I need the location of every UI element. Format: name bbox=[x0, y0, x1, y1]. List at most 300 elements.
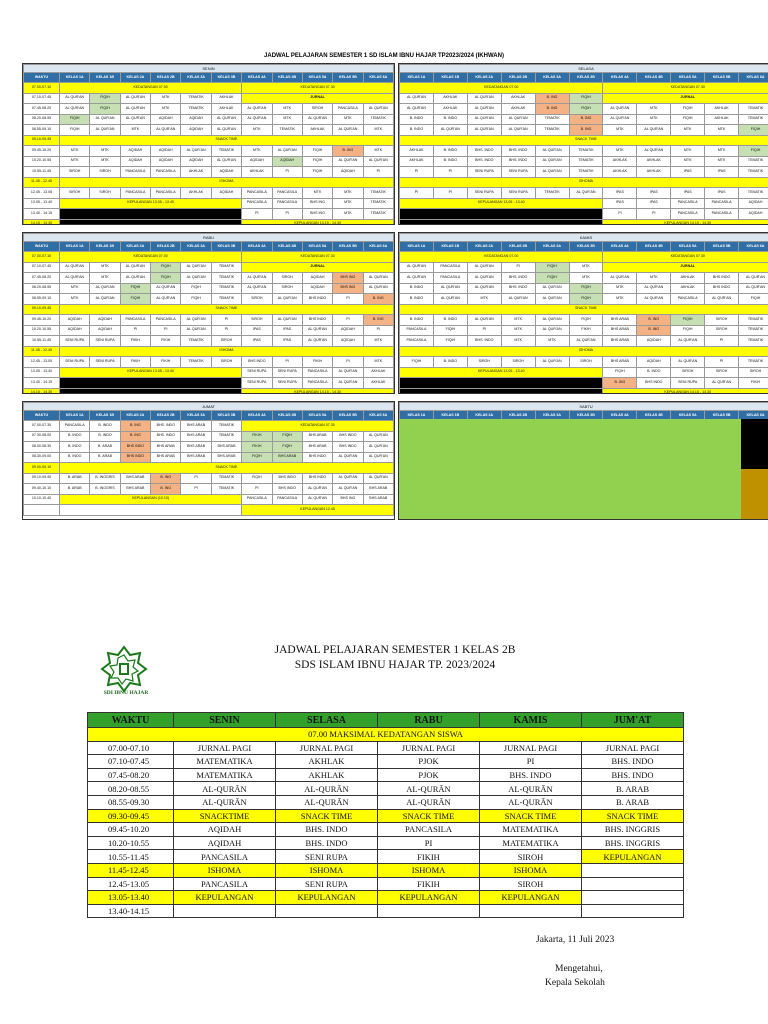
subject-cell: B. INDO bbox=[433, 156, 467, 167]
day-row bbox=[24, 65, 394, 73]
subject-cell: AQIDAH bbox=[637, 336, 671, 347]
table-row bbox=[400, 188, 768, 199]
subject-cell: IPAS bbox=[637, 198, 671, 209]
table-row bbox=[400, 167, 768, 178]
time-cell: 13.05 - 13.40 bbox=[24, 198, 60, 209]
subject-cell: FIQIH bbox=[739, 294, 768, 305]
subject-cell: AKHLAK bbox=[302, 125, 332, 136]
subject-cell: AL QUR'AN bbox=[363, 156, 393, 167]
table-row bbox=[400, 104, 768, 115]
subject-cell: AL QUR'AN bbox=[60, 262, 90, 273]
subject-cell: AKHLAK bbox=[211, 104, 241, 115]
subject-cell: MTK bbox=[637, 273, 671, 284]
subject-cell: JURNAL PAGI bbox=[582, 741, 684, 755]
table-row bbox=[400, 273, 768, 284]
subject-cell: SIROH bbox=[272, 273, 302, 284]
signature-acknowledged: Mengetahui, bbox=[555, 964, 603, 974]
subject-cell: FIKIH bbox=[242, 442, 272, 453]
subject-cell: B. INDO bbox=[400, 294, 434, 305]
table-row bbox=[400, 93, 768, 104]
subject-cell: MTK bbox=[302, 188, 332, 199]
dismissal-lower: KEPULANGAN (10.10) bbox=[60, 494, 242, 505]
schedule-block-rabu bbox=[22, 232, 395, 394]
subject-cell: B. ING bbox=[637, 325, 671, 336]
subject-cell: TEMATIK bbox=[363, 188, 393, 199]
subject-cell: TEMATIK bbox=[181, 357, 211, 368]
column-header: KELAS 4A bbox=[603, 411, 637, 421]
ishoma: ISHOMA bbox=[400, 346, 768, 357]
subject-cell: AL-QURĀN bbox=[174, 782, 276, 796]
column-header: KELAS 4B bbox=[272, 411, 302, 421]
subject-cell bbox=[174, 904, 276, 918]
table-row bbox=[24, 473, 394, 484]
table-row bbox=[24, 262, 394, 273]
subject-cell: BHS ARAB bbox=[211, 452, 241, 463]
time-cell: 07.10-07.45 bbox=[88, 755, 174, 769]
subject-cell: SIROH bbox=[211, 357, 241, 368]
subject-cell: AQIDAH bbox=[181, 156, 211, 167]
table-row bbox=[400, 336, 768, 347]
subject-cell: BHS ARAB bbox=[302, 431, 332, 442]
subject-cell: SIROH bbox=[211, 336, 241, 347]
subject-cell: SIROH bbox=[242, 315, 272, 326]
subject-cell: SIROH bbox=[90, 167, 120, 178]
subject-cell: MTK bbox=[705, 125, 739, 136]
subject-cell: MTK bbox=[151, 104, 181, 115]
table-row bbox=[400, 346, 768, 357]
subject-cell: BHS. INDO bbox=[501, 146, 535, 157]
table-row bbox=[400, 315, 768, 326]
arrival-lower: KEDATANGAN 07.00 bbox=[60, 83, 242, 94]
subject-cell: MTK bbox=[569, 273, 603, 284]
subject-cell: AL-QURĀN bbox=[480, 795, 582, 809]
subject-cell: TEMATIK bbox=[272, 125, 302, 136]
table-row bbox=[24, 388, 394, 394]
subject-cell: BHS INDO bbox=[302, 452, 332, 463]
subject-cell: AL QUR'AN bbox=[151, 283, 181, 294]
subject-cell: AL QUR'AN bbox=[242, 114, 272, 125]
time-cell: 10.55-11.45 bbox=[24, 336, 60, 347]
subject-cell: MTK bbox=[242, 125, 272, 136]
subject-cell: MTK bbox=[272, 114, 302, 125]
subject-cell: AL QUR'AN bbox=[535, 283, 569, 294]
subject-cell: MTK bbox=[603, 146, 637, 157]
subject-cell: PANCASILA bbox=[378, 823, 480, 837]
subject-cell: SENI RUPA bbox=[242, 367, 272, 378]
subject-cell: FIQIH bbox=[90, 93, 120, 104]
subject-cell: AL QUR'AN bbox=[705, 378, 739, 389]
subject-cell: AL-QURĀN bbox=[174, 795, 276, 809]
table-row bbox=[400, 219, 768, 225]
subject-cell: FIQIH bbox=[671, 104, 705, 115]
column-header: KELAS 5A bbox=[671, 411, 705, 421]
subject-cell: BHS. INDO bbox=[501, 273, 535, 284]
day-label: SENIN bbox=[24, 65, 394, 73]
column-header: KELAS 1A bbox=[400, 411, 434, 421]
subject-cell: BHS INDO bbox=[302, 315, 332, 326]
column-header: KELAS 5B bbox=[333, 73, 363, 83]
subject-cell: SIROH bbox=[242, 294, 272, 305]
subject-cell: AQIDAH bbox=[60, 315, 90, 326]
arrival-upper: KEDATANGAN 07.30 bbox=[242, 421, 394, 432]
subject-cell: SNACK TIME bbox=[480, 809, 582, 823]
column-header: WAKTU bbox=[24, 411, 60, 421]
subject-cell: PI bbox=[333, 357, 363, 368]
header-row bbox=[400, 242, 768, 252]
table-row bbox=[88, 904, 684, 918]
time-cell: 09.30-09.45 bbox=[88, 809, 174, 823]
subject-cell: SENI RUPA bbox=[276, 850, 378, 864]
column-header: KELAS 6A bbox=[739, 411, 768, 421]
subject-cell: SIROH bbox=[569, 357, 603, 368]
subject-cell: SENI RUPA bbox=[272, 378, 302, 389]
subject-cell: AL QUR'AN bbox=[333, 473, 363, 484]
column-header: KELAS 2B bbox=[501, 411, 535, 421]
subject-cell: AL QUR'AN bbox=[569, 336, 603, 347]
subject-cell: PJOK bbox=[378, 768, 480, 782]
table-row bbox=[88, 741, 684, 755]
table-row bbox=[88, 891, 684, 905]
subject-cell: TEMATIK bbox=[211, 273, 241, 284]
column-header: KELAS 2A bbox=[467, 411, 501, 421]
subject-cell: MTK bbox=[363, 336, 393, 347]
subject-cell: AQIDAH bbox=[739, 198, 768, 209]
subject-cell: AKHLAK bbox=[501, 104, 535, 115]
subject-cell: AL QUR'AN bbox=[60, 104, 90, 115]
subject-cell: B. INDO bbox=[433, 357, 467, 368]
subject-cell: PANCASILA bbox=[242, 188, 272, 199]
column-header: KELAS 1A bbox=[60, 242, 90, 252]
column-header: KELAS 3A bbox=[535, 73, 569, 83]
subject-cell: FIQIH bbox=[242, 473, 272, 484]
subject-cell: AL QUR'AN bbox=[400, 104, 434, 115]
time-cell: 11.45-12.45 bbox=[88, 863, 174, 877]
subject-cell: AL QUR'AN bbox=[705, 294, 739, 305]
subject-cell: PI bbox=[242, 209, 272, 220]
time-cell: 09.45-10.20 bbox=[24, 315, 60, 326]
subject-cell: SIROH bbox=[60, 188, 90, 199]
column-header: KELAS 1A bbox=[400, 73, 434, 83]
time-cell: 13.40 - 14.15 bbox=[24, 209, 60, 220]
snack-time: SNACK TIME bbox=[60, 463, 394, 474]
snack-time: SNACK TIME bbox=[60, 304, 394, 315]
subject-cell: AL QUR'AN bbox=[272, 146, 302, 157]
subject-cell: BHS INDO bbox=[302, 473, 332, 484]
time-cell: 12.45 - 13.05 bbox=[24, 357, 60, 368]
header-waktu: WAKTU bbox=[88, 713, 174, 728]
subject-cell: SIROH bbox=[467, 357, 501, 368]
subject-cell: AL QUR'AN bbox=[637, 125, 671, 136]
subject-cell: FIQIH bbox=[120, 283, 150, 294]
subject-cell: AL QUR'AN bbox=[363, 442, 393, 453]
subject-cell: FIQIH bbox=[569, 93, 603, 104]
subject-cell: BHS INDO bbox=[333, 431, 363, 442]
column-header: KELAS 4B bbox=[637, 242, 671, 252]
subject-cell: AL QUR'AN bbox=[151, 125, 181, 136]
subject-cell: AQIDAH bbox=[60, 325, 90, 336]
subject-cell: AQIDAH bbox=[174, 836, 276, 850]
subject-cell: TEMATIK bbox=[181, 104, 211, 115]
column-header: KELAS 3A bbox=[181, 411, 211, 421]
subject-cell: BHS. INDO bbox=[467, 156, 501, 167]
subject-cell: FIKIH bbox=[302, 357, 332, 368]
column-header: KELAS 3B bbox=[569, 411, 603, 421]
subject-cell: PI bbox=[501, 262, 535, 273]
subject-cell: B. INDO bbox=[433, 114, 467, 125]
subject-cell: FIQIH bbox=[181, 283, 211, 294]
time-cell: 10.55-11.45 bbox=[24, 167, 60, 178]
subject-cell: AQIDAH bbox=[302, 273, 332, 284]
subject-cell: BHS INDO bbox=[333, 442, 363, 453]
time-cell: 13.05 - 13.40 bbox=[24, 367, 60, 378]
subject-cell: SIROH bbox=[739, 367, 768, 378]
subject-cell: PANCASILA bbox=[272, 198, 302, 209]
subject-cell: FIKIH bbox=[151, 336, 181, 347]
day-label: RABU bbox=[24, 234, 394, 242]
table-row bbox=[24, 219, 394, 225]
subject-cell: PI bbox=[181, 484, 211, 495]
table-row bbox=[24, 167, 394, 178]
table-row bbox=[24, 146, 394, 157]
subject-cell: AL QUR'AN bbox=[467, 104, 501, 115]
table-row bbox=[24, 273, 394, 284]
subject-cell: SENI RUPA bbox=[90, 357, 120, 368]
subject-cell: PANCASILA bbox=[272, 188, 302, 199]
ishoma: ISHOMA bbox=[400, 177, 768, 188]
subject-cell: TEMATIK bbox=[739, 357, 768, 368]
arrival-lower: KEDATANGAN 07.00 bbox=[60, 252, 242, 263]
subject-cell: MTK bbox=[60, 294, 90, 305]
subject-cell: PANCASILA bbox=[151, 167, 181, 178]
subject-cell: TEMATIK bbox=[211, 294, 241, 305]
subject-cell: FIQIH bbox=[739, 125, 768, 136]
column-header: KELAS 2A bbox=[120, 411, 150, 421]
arrival-row bbox=[88, 728, 684, 742]
table-row bbox=[24, 177, 394, 188]
subject-cell: AKHLAK bbox=[242, 167, 272, 178]
subject-cell: AL QUR'AN bbox=[739, 283, 768, 294]
dark-filler bbox=[400, 378, 603, 389]
subject-cell: AL QUR'AN bbox=[242, 283, 272, 294]
subject-cell: AKHLAK bbox=[181, 188, 211, 199]
dark-filler bbox=[60, 209, 242, 220]
subject-cell: B. ING bbox=[120, 421, 150, 432]
signature-place-date: Jakarta, 11 Juli 2023 bbox=[536, 935, 615, 945]
subject-cell: AL QUR'AN bbox=[120, 93, 150, 104]
subject-cell: AKHLAK bbox=[671, 273, 705, 284]
subject-cell: MTK bbox=[120, 125, 150, 136]
subject-cell: TEMATIK bbox=[739, 336, 768, 347]
subject-cell: PANCASILA bbox=[671, 198, 705, 209]
subject-cell: BHS. INDO bbox=[467, 336, 501, 347]
table-row bbox=[24, 346, 394, 357]
subject-cell: AL QUR'AN bbox=[181, 325, 211, 336]
column-header: KELAS 6A bbox=[363, 411, 393, 421]
column-header: KELAS 5B bbox=[705, 73, 739, 83]
subject-cell bbox=[582, 863, 684, 877]
school-logo-icon bbox=[100, 645, 148, 693]
header-row bbox=[24, 242, 394, 252]
subject-cell: B. ARAB bbox=[60, 484, 90, 495]
subject-cell: AKHLAK bbox=[400, 146, 434, 157]
subject-cell: PI bbox=[705, 336, 739, 347]
time-cell: 13.05-13.40 bbox=[88, 891, 174, 905]
subject-cell: MTK bbox=[671, 146, 705, 157]
subject-cell: MATEMATIKA bbox=[480, 836, 582, 850]
subject-cell: AQIDAH bbox=[181, 114, 211, 125]
column-header: KELAS 5B bbox=[705, 242, 739, 252]
subject-cell: TEMATIK bbox=[739, 167, 768, 178]
subject-cell: BHS INDO bbox=[637, 378, 671, 389]
subject-cell: AL QUR'AN bbox=[272, 294, 302, 305]
table-row bbox=[400, 325, 768, 336]
subject-cell: FIKIH bbox=[378, 850, 480, 864]
table-row bbox=[24, 135, 394, 146]
subject-cell: MTK bbox=[60, 146, 90, 157]
jurnal-label: JURNAL bbox=[242, 93, 394, 104]
subject-cell: AL QUR'AN bbox=[120, 104, 150, 115]
subject-cell: JURNAL PAGI bbox=[378, 741, 480, 755]
subject-cell: FIQIH bbox=[242, 452, 272, 463]
subject-cell: PANCASILA bbox=[120, 167, 150, 178]
subject-cell: MTK bbox=[363, 146, 393, 157]
subject-cell: AL QUR'AN bbox=[535, 156, 569, 167]
column-header: KELAS 2B bbox=[501, 242, 535, 252]
column-header: KELAS 1B bbox=[433, 73, 467, 83]
header-kamis: KAMIS bbox=[480, 713, 582, 728]
subject-cell: MTK bbox=[603, 294, 637, 305]
subject-cell: B. INDO bbox=[60, 452, 90, 463]
subject-cell: AL QUR'AN bbox=[363, 452, 393, 463]
subject-cell: AKHLAK bbox=[603, 167, 637, 178]
table-row bbox=[24, 283, 394, 294]
table-row bbox=[24, 304, 394, 315]
subject-cell: PANCASILA bbox=[272, 494, 302, 505]
dismissal-lower: KEPULANGAN 13.05 - 13.40 bbox=[60, 198, 242, 209]
blank-filler bbox=[60, 505, 242, 516]
subject-cell: AL QUR'AN bbox=[467, 283, 501, 294]
table-row bbox=[400, 283, 768, 294]
table-row bbox=[24, 104, 394, 115]
table-row bbox=[24, 209, 394, 220]
time-cell: 08.30-09.00 bbox=[24, 452, 60, 463]
subject-cell: B. ING bbox=[333, 146, 363, 157]
subject-cell: FIQIH bbox=[60, 125, 90, 136]
subject-cell: IPAS bbox=[671, 188, 705, 199]
subject-cell: AL QUR'AN bbox=[211, 156, 241, 167]
time-cell: 08.20-08.55 bbox=[24, 283, 60, 294]
subject-cell: AL QUR'AN bbox=[467, 315, 501, 326]
arrival-lower: KEDATANGAN 07.00 bbox=[400, 83, 603, 94]
subject-cell: FIQIH bbox=[569, 283, 603, 294]
dismissal-upper: KEPULANGAN 14.15 - 14.30 bbox=[242, 388, 394, 394]
subject-cell: PANCASILA bbox=[433, 262, 467, 273]
subject-cell: AL QUR'AN bbox=[120, 273, 150, 284]
day-row bbox=[400, 403, 768, 411]
subject-cell: PANCASILA bbox=[671, 294, 705, 305]
column-header: KELAS 3A bbox=[535, 242, 569, 252]
subject-cell: FIQIH bbox=[60, 114, 90, 125]
subject-cell: PANCASILA bbox=[302, 367, 332, 378]
subject-cell: AKHLAK bbox=[433, 104, 467, 115]
subject-cell: FIQIH bbox=[151, 273, 181, 284]
subject-cell: ISHOMA bbox=[174, 863, 276, 877]
subject-cell: BHS INDO bbox=[120, 442, 150, 453]
main-title-line2: SDS ISLAM IBNU HAJAR TP. 2023/2024 bbox=[294, 659, 496, 671]
subject-cell: PANCASILA bbox=[151, 188, 181, 199]
subject-cell: FIQIH bbox=[535, 273, 569, 284]
subject-cell: MTK bbox=[333, 198, 363, 209]
column-header: KELAS 4A bbox=[242, 242, 272, 252]
subject-cell bbox=[582, 904, 684, 918]
subject-cell: FIQIH bbox=[181, 294, 211, 305]
subject-cell: IPAS bbox=[603, 198, 637, 209]
subject-cell: AL QUR'AN bbox=[333, 367, 363, 378]
time-cell: 08.55-09.10 bbox=[24, 294, 60, 305]
column-header: KELAS 6A bbox=[739, 242, 768, 252]
subject-cell: SIROH bbox=[705, 325, 739, 336]
sabtu-side-fill bbox=[741, 419, 768, 519]
subject-cell: AL QUR'AN bbox=[333, 378, 363, 389]
snack-time: SNACK TIME bbox=[60, 135, 394, 146]
dismissal-upper: KEPULANGAN 14.15 - 14.30 bbox=[603, 388, 768, 394]
subject-cell: BHS ING bbox=[333, 273, 363, 284]
day-row bbox=[400, 65, 768, 73]
subject-cell: FIQIH bbox=[151, 262, 181, 273]
time-cell: 08.55-09.30 bbox=[88, 795, 174, 809]
subject-cell: FIKIH bbox=[120, 336, 150, 347]
subject-cell: AQIDAH bbox=[333, 167, 363, 178]
subject-cell: IPAS bbox=[242, 336, 272, 347]
subject-cell: PI bbox=[211, 325, 241, 336]
subject-cell: AL QUR'AN bbox=[302, 484, 332, 495]
column-header: KELAS 5A bbox=[302, 73, 332, 83]
column-header: KELAS 5B bbox=[333, 242, 363, 252]
subject-cell: SIROH bbox=[480, 850, 582, 864]
table-row bbox=[24, 431, 394, 442]
subject-cell: BHS ARAB bbox=[603, 315, 637, 326]
column-header: KELAS 5A bbox=[671, 242, 705, 252]
day-label: KAMIS bbox=[400, 234, 768, 242]
subject-cell: IPAS bbox=[272, 325, 302, 336]
subject-cell: TEMATIK bbox=[181, 336, 211, 347]
subject-cell: FIQIH bbox=[535, 262, 569, 273]
table-row bbox=[24, 315, 394, 326]
subject-cell: AL-QURĀN bbox=[276, 782, 378, 796]
subject-cell: AL QUR'AN bbox=[400, 93, 434, 104]
subject-cell: TEMATIK bbox=[739, 104, 768, 115]
subject-cell: BHS INDO bbox=[705, 273, 739, 284]
subject-cell: FIKIH bbox=[569, 325, 603, 336]
column-header: KELAS 4B bbox=[637, 411, 671, 421]
subject-cell: AL QUR'AN bbox=[120, 114, 150, 125]
arrival-upper: KEDATANGAN 07.30 bbox=[603, 252, 768, 263]
time-cell: 13.40 - 14.15 bbox=[24, 378, 60, 389]
subject-cell: FIQIH bbox=[120, 294, 150, 305]
table-row bbox=[24, 494, 394, 505]
subject-cell: AL QUR'AN bbox=[535, 357, 569, 368]
column-header: KELAS 4B bbox=[272, 242, 302, 252]
subject-cell: B. INGGRIS bbox=[90, 473, 120, 484]
subject-cell: AL QUR'AN bbox=[467, 262, 501, 273]
column-header: KELAS 5B bbox=[705, 411, 739, 421]
subject-cell: B. ING bbox=[363, 315, 393, 326]
column-header: KELAS 2B bbox=[151, 411, 181, 421]
table-row bbox=[400, 304, 768, 315]
subject-cell: FIKIH bbox=[242, 431, 272, 442]
arrival-upper: KEDATANGAN 07.30 bbox=[603, 83, 768, 94]
subject-cell: BHS INDO bbox=[302, 294, 332, 305]
